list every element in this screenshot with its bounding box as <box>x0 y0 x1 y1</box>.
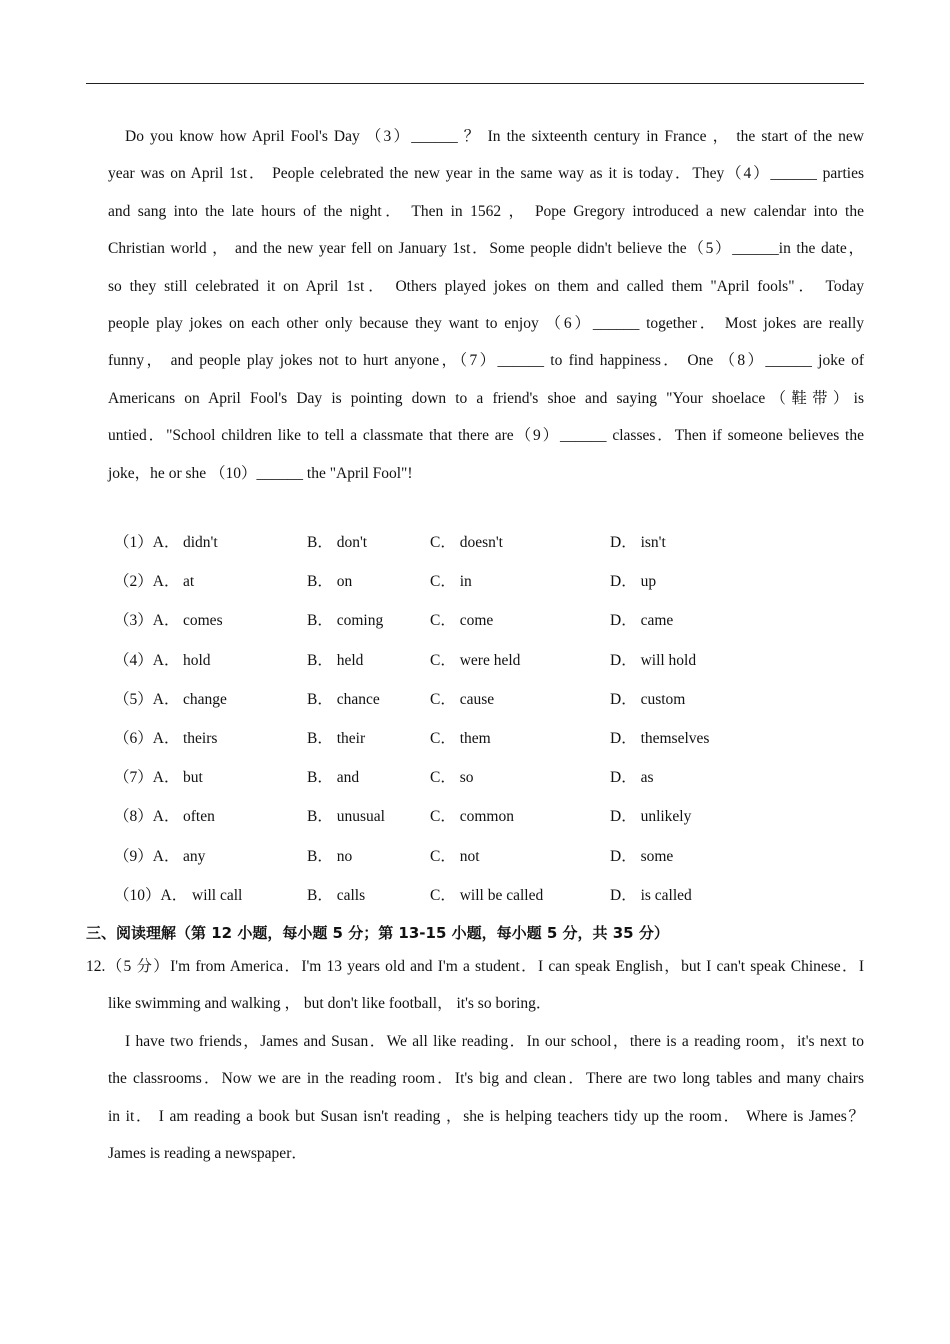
option-a: at <box>183 573 195 591</box>
option-d: D． is called <box>610 886 692 904</box>
passage-line: untied．"School children like to tell a classmate that there are（9）______ classes．Then if someone believes the <box>108 427 864 445</box>
question-number: （6）A． <box>114 729 180 747</box>
option-b: B． no <box>307 847 353 865</box>
option-b: B． coming <box>307 612 384 630</box>
option-c: C． cause <box>430 690 495 708</box>
option-row <box>114 758 874 797</box>
option-row <box>114 837 874 876</box>
question-number: （8）A． <box>114 808 180 826</box>
question-line: the classrooms．Now we are in the reading room．It's big and clean．There are two long tables and many chairs <box>108 1070 864 1088</box>
option-d: D． came <box>610 612 674 630</box>
option-row <box>114 641 874 680</box>
option-a: any <box>183 847 206 865</box>
passage-line: year was on April 1st． People celebrated the new year in the same way as it is today．They（4）______ parties <box>108 165 864 183</box>
option-d: D． up <box>610 573 657 591</box>
option-d: D． some <box>610 847 674 865</box>
passage-line: Christian world ， and the new year fell on January 1st．Some people didn't believe the（5）______in the date， <box>108 240 864 258</box>
section-title: 三、阅读理解（第 12 小题，每小题 5 分；第 13-15 小题，每小题 5 分，共 35 分） <box>86 924 669 942</box>
header-rule <box>86 83 864 84</box>
option-row <box>114 523 874 562</box>
option-d: D． custom <box>610 690 686 708</box>
option-c: C． were held <box>430 651 521 669</box>
passage-line: Do you know how April Fool's Day （3）______ ？ In the sixteenth century in France ， the start of the new <box>125 128 864 145</box>
option-b: B． on <box>307 573 353 591</box>
question-line: in it． I am reading a book but Susan isn't reading ，she is helping teachers tidy up the room． Where is James？ <box>108 1107 864 1125</box>
answer-options <box>114 523 874 915</box>
option-a: often <box>183 808 215 826</box>
option-a: but <box>183 769 203 787</box>
option-a: didn't <box>183 534 218 551</box>
passage-line: joke，he or she （10）______ the "April Fool"! <box>108 464 413 482</box>
option-b: B． and <box>307 769 360 787</box>
question-number: （3）A． <box>114 612 180 630</box>
question-number: （10）A． <box>114 886 188 904</box>
option-b: B． don't <box>307 534 368 551</box>
option-d: D． themselves <box>610 729 710 747</box>
question-number: （5）A． <box>114 690 180 708</box>
passage-line: Americans on April Fool's Day is pointing down to a friend's shoe and saying "Your shoelace（鞋带）is <box>108 389 864 407</box>
option-row <box>114 601 874 640</box>
passage-line: so they still celebrated it on April 1st． Others played jokes on them and called them "April fools"． Today <box>108 277 864 295</box>
option-c: C． them <box>430 729 491 747</box>
option-row <box>114 680 874 719</box>
option-a: comes <box>183 612 223 630</box>
passage-line: people play jokes on each other only because they want to enjoy （6）______ together． Most jokes are really <box>108 315 864 333</box>
reading-question-12 <box>86 948 864 1172</box>
question-line: 12.（5 分）I'm from America．I'm 13 years old and I'm a student．I can speak English，but I can't speak Chinese．I <box>86 958 864 975</box>
option-b: B． chance <box>307 690 380 708</box>
question-number: （1）A． <box>114 534 180 551</box>
passage-line: and sang into the late hours of the night． Then in 1562 ， Pope Gregory introduced a new calendar into the <box>108 202 864 220</box>
option-c: C． doesn't <box>430 534 503 551</box>
option-d: D． isn't <box>610 534 666 551</box>
option-row <box>114 719 874 758</box>
option-b: B． their <box>307 729 366 747</box>
option-a: hold <box>183 651 211 669</box>
option-a: change <box>183 690 227 708</box>
passage-line: funny， and people play jokes not to hurt anyone，（7）______ to find happiness． One （8）______ joke of <box>108 352 864 370</box>
option-c: C． come <box>430 612 494 630</box>
option-d: D． will hold <box>610 651 697 669</box>
question-number: （4）A． <box>114 651 180 669</box>
option-row <box>114 876 874 915</box>
option-c: C． so <box>430 769 474 787</box>
option-c: C． will be called <box>430 886 544 904</box>
option-c: C． not <box>430 847 480 865</box>
question-line: I have two friends，James and Susan．We all like reading．In our school，there is a reading room，it's next to <box>125 1032 864 1050</box>
cloze-passage <box>108 118 864 492</box>
option-row <box>114 562 874 601</box>
option-d: D． as <box>610 769 654 787</box>
option-b: B． held <box>307 651 364 669</box>
question-number: （7）A． <box>114 769 180 787</box>
option-b: B． unusual <box>307 808 385 826</box>
question-number: （9）A． <box>114 847 180 865</box>
option-a: theirs <box>183 729 218 747</box>
option-a: will call <box>192 886 243 904</box>
question-line: James is reading a newspaper． <box>108 1145 307 1163</box>
option-d: D． unlikely <box>610 808 692 826</box>
option-c: C． common <box>430 808 514 826</box>
option-c: C． in <box>430 573 472 591</box>
question-number: （2）A． <box>114 573 180 591</box>
option-b: B． calls <box>307 886 366 904</box>
option-row <box>114 797 874 836</box>
question-line: like swimming and walking ， but don't like football， it's so boring． <box>108 995 552 1013</box>
